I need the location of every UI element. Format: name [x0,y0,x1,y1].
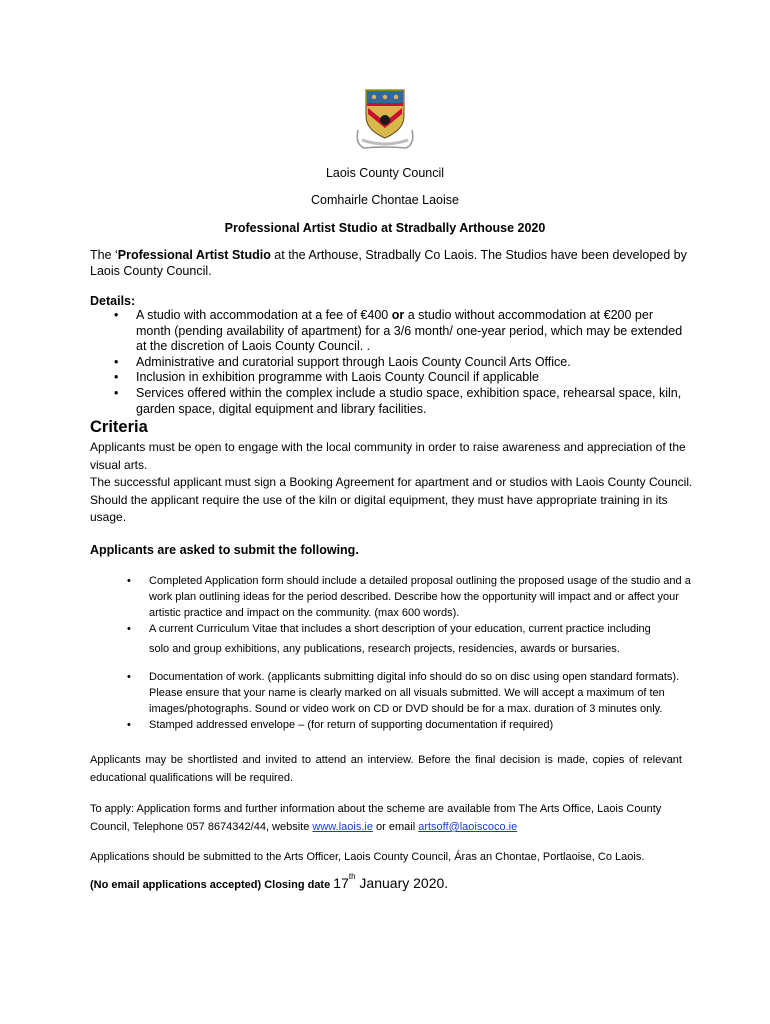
apply-prefix: To apply: Application forms and further information about the scheme are available from The Arts Office, Laois County Council, Telephone 057 8674342/44, website [90,803,662,833]
closing-label: (No email applications accepted) Closing date [90,879,334,891]
details-item-0-after: a studio without accommodation at €200 per month (pending availability of apartment) for a 3/6 month/ one-year period, which may be extended at the discretion of Laois County Council. . [136,308,683,354]
bullet-icon: • [114,385,119,400]
list-item [90,308,690,355]
submit-item-4: Stamped addressed envelope – (for return of supporting documentation if required) [149,719,554,731]
email-link[interactable]: artsoff@laoiscoco.ie [418,821,518,833]
closing-month-year: January 2020. [355,875,449,891]
closing-ordinal: th [348,872,356,881]
shortlist-paragraph: Applicants may be shortlisted and invited to attend an interview. Before the final decision is made, copies of relevant educational qualifications will be required. [90,754,682,784]
details-heading: Details: [90,294,136,308]
criteria-paragraph: Applicants must be open to engage with the local community in order to raise awareness and appreciation of the visual arts. [90,440,686,472]
apply-paragraph [90,800,682,836]
intro-bold: Professional Artist Studio [117,248,271,262]
criteria-paragraph: The successful applicant must sign a Booking Agreement for apartment and or studios with Laois County Council. [90,475,693,489]
bullet-icon: • [127,671,131,683]
submit-item-1: A current Curriculum Vitae that includes a short description of your education, current practice including [149,623,651,635]
bullet-icon: • [114,370,119,385]
submit-list [124,573,694,733]
submit-to-paragraph: Applications should be submitted to the Arts Officer, Laois County Council, Áras an Chontae, Portlaoise, Co Laois. [90,851,645,863]
details-item-1: Administrative and curatorial support through Laois County Council Arts Office. [136,354,571,369]
document-title: Professional Artist Studio at Stradbally Arthouse 2020 [224,221,546,235]
list-item [124,669,694,717]
list-item [90,370,690,386]
crest-icon [352,86,418,152]
details-item-2: Inclusion in exhibition programme with Laois County Council if applicable [136,370,539,385]
criteria-body [90,439,700,527]
website-link[interactable]: www.laois.ie [312,821,373,833]
council-name-irish: Comhairle Chontae Laoise [310,193,459,207]
list-item [90,386,690,417]
submit-heading: Applicants are asked to submit the following. [90,543,359,557]
criteria-heading: Criteria [90,418,148,436]
council-name-english: Laois County Council [325,166,445,180]
bullet-icon: • [114,354,119,369]
list-item [124,621,694,657]
bullet-icon: • [127,575,131,587]
bullet-icon: • [127,623,131,635]
details-item-0-bold: or [391,308,405,322]
bullet-icon: • [114,308,119,322]
apply-middle: or email [372,821,419,833]
submit-item-1-continued: solo and group exhibitions, any publications, research projects, residencies, awards or bursaries. [149,643,620,655]
details-list [90,308,690,417]
closing-day: 17 [333,875,349,891]
intro-paragraph [90,247,690,279]
closing-date-line [90,866,690,896]
list-item [124,717,694,733]
intro-prefix: The ‘ [90,248,118,262]
submit-item-3: Documentation of work. (applicants submitting digital info should do so on disc using open standard formats). Please ensure that your name is clearly marked on all visuals submitted. We will accept a maximum of ten images/photographs. Sound or video work on CD or DVD should be for a max. duration of 3 minutes only. [149,671,680,715]
details-item-3: Services offered within the complex include a studio space, exhibition space, rehearsal space, kiln, garden space, digital equipment and library facilities. [136,385,682,416]
list-item [90,355,690,371]
details-item-0-before: A studio with accommodation at a fee of €400 [136,308,392,322]
list-item [124,573,694,621]
list-spacer [124,657,694,669]
intro-suffix: at the Arthouse, Stradbally Co Laois. The Studios have been developed by Laois County Council. [90,248,687,278]
bullet-icon: • [127,719,131,731]
criteria-paragraph: Should the applicant require the use of the kiln or digital equipment, they must have appropriate training in its usage. [90,492,668,524]
submit-item-0: Completed Application form should include a detailed proposal outlining the proposed usage of the studio and a work plan outlining ideas for the period described. Describe how the opportunity will impact and or affect your artistic practice and impact on the community. (max 600 words). [149,575,691,619]
